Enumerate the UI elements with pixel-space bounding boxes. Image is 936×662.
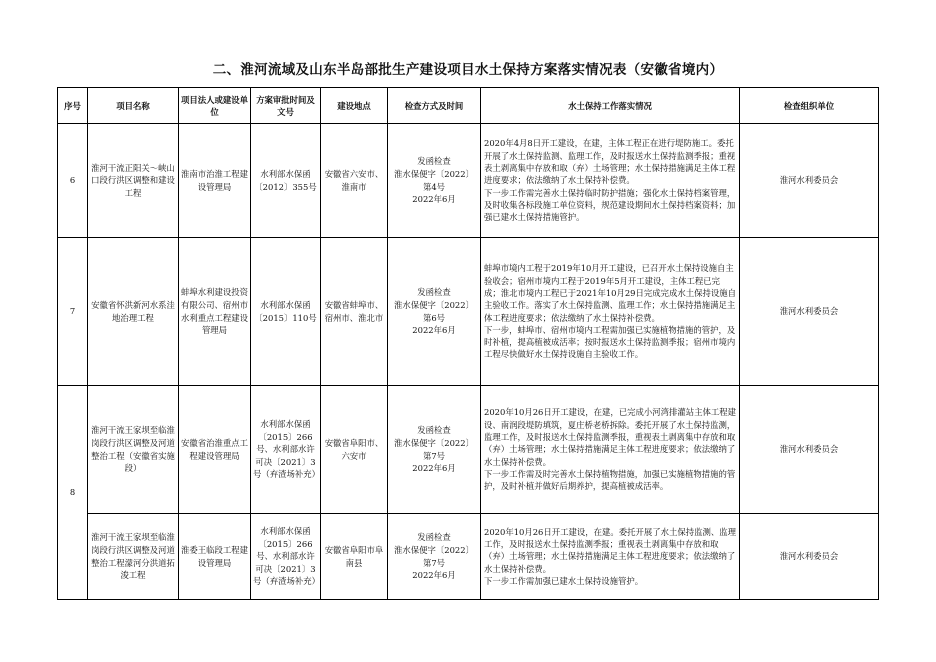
cell-method [388,124,481,238]
cell-method [388,238,481,386]
cell-org: 淮河水利委员会 [740,124,879,238]
status-next-step: 下一步，蚌埠市、宿州市境内工程需加强已实施植物措施的管护，及时补植，提高植被成活率；按时报送水土保持监测季报；宿州市境内工程尽快做好水土保持设施自主验收工作。 [484,324,736,360]
cell-seq: 7 [58,238,88,386]
cell-method [388,386,481,514]
method-type: 发函检查 [417,532,451,543]
cell-status [481,514,740,600]
header-seq: 序号 [58,88,88,124]
header-project-name: 项目名称 [88,88,179,124]
status-next-step: 下一步工作需加强已建水土保持设施管护。 [484,575,644,586]
table-row [58,514,879,600]
method-doc-number: 淮水保便字〔2022〕第4号 [394,168,474,192]
method-date: 2022年6月 [412,463,456,474]
method-date: 2022年6月 [412,325,456,336]
cell-project-name: 安徽省怀洪新河水系洼地治理工程 [88,238,179,386]
method-doc-number: 淮水保便字〔2022〕第7号 [394,437,474,461]
header-org: 检查组织单位 [740,88,879,124]
cell-approval: 水利部水保函〔2012〕355号 [251,124,321,238]
header-location: 建设地点 [321,88,388,124]
cell-location: 安徽省六安市、淮南市 [321,124,388,238]
cell-method [388,514,481,600]
cell-status [481,238,740,386]
cell-location: 安徽省阜阳市阜南县 [321,514,388,600]
cell-owner: 蚌埠水利建设投资有限公司、宿州市水利重点工程建设管理局 [179,238,251,386]
cell-project-name: 淮河干流正阳关～峡山口段行洪区调整和建设工程 [88,124,179,238]
table-row [58,238,879,386]
cell-approval: 水利部水保函〔2015〕266号、水利部水许可决〔2021〕3号（弃渣场补充） [251,514,321,600]
cell-location: 安徽省蚌埠市、宿州市、淮北市 [321,238,388,386]
cell-seq: 8 [58,386,88,600]
cell-approval: 水利部水保函〔2015〕110号 [251,238,321,386]
status-progress: 2020年10月26日开工建设，在建。委托开展了水土保持监测、监理工作，及时报送水土保持监测季报；重视表土剥离集中存放和取（弃）土场管理；水土保持措施满足主体工程进度要求；依法缴纳了水土保持补偿费。 [484,526,737,574]
table-row [58,124,879,238]
inspection-table [57,87,879,600]
status-next-step: 下一步工作需完善水土保持临时防护措施；强化水土保持档案管理，及时收集各标段施工单位资料，规范建设期间水土保持档案资料；加强已建水土保持措施管护。 [484,187,736,223]
method-date: 2022年6月 [412,570,456,581]
status-next-step: 下一步工作需及时完善水土保持植物措施，加强已实施植物措施的管护，及时补植并做好后期养护，提高植被成活率。 [484,468,736,492]
cell-owner: 淮南市治淮工程建设管理局 [179,124,251,238]
method-type: 发函检查 [417,287,451,298]
method-doc-number: 淮水保便字〔2022〕第7号 [394,544,474,568]
cell-org: 淮河水利委员会 [740,238,879,386]
cell-status [481,386,740,514]
page-title: 二、淮河流域及山东半岛部批生产建设项目水土保持方案落实情况表（安徽省境内） [212,62,724,78]
cell-org: 淮河水利委员会 [740,514,879,600]
cell-seq: 6 [58,124,88,238]
method-type: 发函检查 [417,425,451,436]
header-approval: 方案审批时间及文号 [251,88,321,124]
status-progress: 2020年4月8日开工建设，在建，主体工程正在进行堤防施工。委托开展了水土保持监测、监理工作，及时报送水土保持监测季报；重视表土剥离集中存放和取（弃）土场管理；水土保持措施满足主体工程进度要求；依法缴纳了水土保持补偿费。 [484,138,736,186]
cell-project-name: 淮河干流王家坝至临淮岗段行洪区调整及河道整治工程濛河分洪道拓浚工程 [88,514,179,600]
method-doc-number: 淮水保便字〔2022〕第6号 [394,299,474,323]
header-row [58,88,879,124]
header-owner: 项目法人或建设单位 [179,88,251,124]
cell-location: 安徽省阜阳市、六安市 [321,386,388,514]
cell-owner: 淮委王临段工程建设管理局 [179,514,251,600]
cell-approval: 水利部水保函〔2015〕266号、水利部水许可决〔2021〕3号（弃渣场补充） [251,386,321,514]
method-date: 2022年6月 [412,194,456,205]
cell-owner: 安徽省治淮重点工程建设管理局 [179,386,251,514]
cell-status [481,124,740,238]
cell-org: 淮河水利委员会 [740,386,879,514]
header-method: 检查方式及时间 [388,88,481,124]
method-type: 发函检查 [417,156,451,167]
status-progress: 2020年10月26日开工建设，在建，已完成小河湾排灌站主体工程建设、南润段堤防填筑，夏庄桥老桥拆除。委托开展了水土保持监测，监理工作，及时报送水土保持监测季报，重视表土剥离集中存放和取（弃）土场管理；水土保持措施满足主体工程进度要求；依法缴纳了水土保持补偿费。 [484,407,737,467]
table-row [58,386,879,514]
cell-project-name: 淮河干流王家坝至临淮岗段行洪区调整及河道整治工程（安徽省实施段） [88,386,179,514]
header-status: 水土保持工作落实情况 [481,88,740,124]
status-progress: 蚌埠市境内工程于2019年10月开工建设，已召开水土保持设施自主验收会；宿州市境内工程于2019年5月开工建设，主体工程已完成；淮北市境内工程已于2021年10月29日完成完成水土保持设施自主验收工作。落实了水土保持监测、监理工作；水土保持措施满足主体工程进度要求；依法缴纳了水土保持补偿费。 [484,263,737,323]
